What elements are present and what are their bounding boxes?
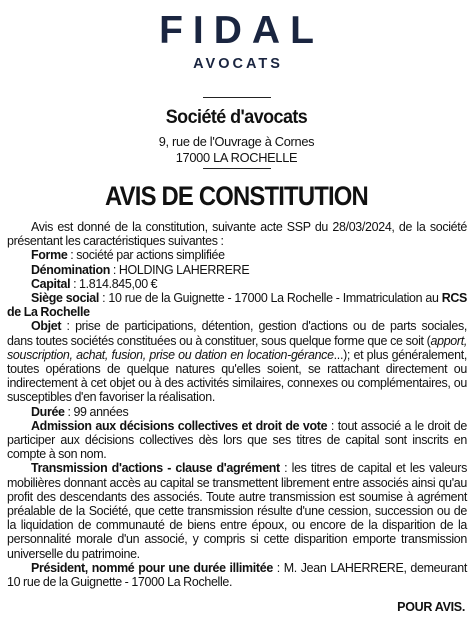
duree-line: Durée : 99 années xyxy=(31,404,129,419)
fidal-logo xyxy=(0,8,473,73)
objet-paragraph: Objet : prise de participations, détention, gestion d'actions ou de parts sociales, dans toutes sociétés constituées ou à constituer, sous quelque forme que ce soit (apport, souscription, achat, fusion, prise ou dation en location-gérance...); et plus généralement, toutes opérations de quelque natures qu'elles soient, se rattachant directement ou indirectement à cet objet ou à des activités similaires, connexes ou complémentaires, ou susceptibles d'en favoriser la réalisation. xyxy=(7,319,467,405)
admission-paragraph: Admission aux décisions collectives et droit de vote : tout associé a le droit de participer aux décisions collectives dès lors que ses titres de capital sont inscrits en compte à son nom. xyxy=(7,418,467,462)
firm-header xyxy=(0,106,473,165)
divider-top xyxy=(203,97,271,98)
forme-line: Forme : société par actions simplifiée xyxy=(31,248,225,263)
president-paragraph: Président, nommé pour une durée illimitée : M. Jean LAHERRERE, demeurant 10 rue de la Guignette - 17000 La Rochelle. xyxy=(7,560,467,590)
divider-middle xyxy=(203,168,271,169)
capital-line: Capital : 1.814.845,00 € xyxy=(31,276,158,291)
firm-type: Société d'avocats xyxy=(165,106,308,128)
logo-wordmark: FIDAL xyxy=(159,9,324,52)
denomination-line: Dénomination : HOLDING LAHERRERE xyxy=(31,262,250,277)
logo-tagline: AVOCATS xyxy=(193,56,283,72)
intro-paragraph: Avis est donné de la constitution, suivante acte SSP du 28/03/2024, de la société présentant les caractéristiques suivantes : xyxy=(7,220,467,249)
transmission-paragraph: Transmission d'actions - clause d'agrément : les titres de capital et les valeurs mobilières donnant accès au capital se transmettent librement entre associés ainsi qu'au profit des descendants des associés. Toute autre transmission est soumise à agrément préalable de la Société, que cette transmission résulte d'une cession, succession ou de la liquidation de communauté de biens entre époux, ou encore de la disparition de la personnalité morale d'un associé, y compris si cette disparition emporte transmission universelle du patrimoine. xyxy=(7,461,467,561)
siege-line: Siège social : 10 rue de la Guignette - 17000 La Rochelle - Immatriculation au RCS de La Rochelle xyxy=(7,291,467,320)
notice-title: AVIS DE CONSTITUTION xyxy=(105,181,368,211)
firm-street: 9, rue de l'Ouvrage à Cornes xyxy=(158,134,315,149)
signoff: POUR AVIS. xyxy=(397,600,465,614)
notice-title-wrap xyxy=(0,181,473,211)
firm-city: 17000 LA ROCHELLE xyxy=(175,149,298,165)
notice-body xyxy=(7,220,467,589)
